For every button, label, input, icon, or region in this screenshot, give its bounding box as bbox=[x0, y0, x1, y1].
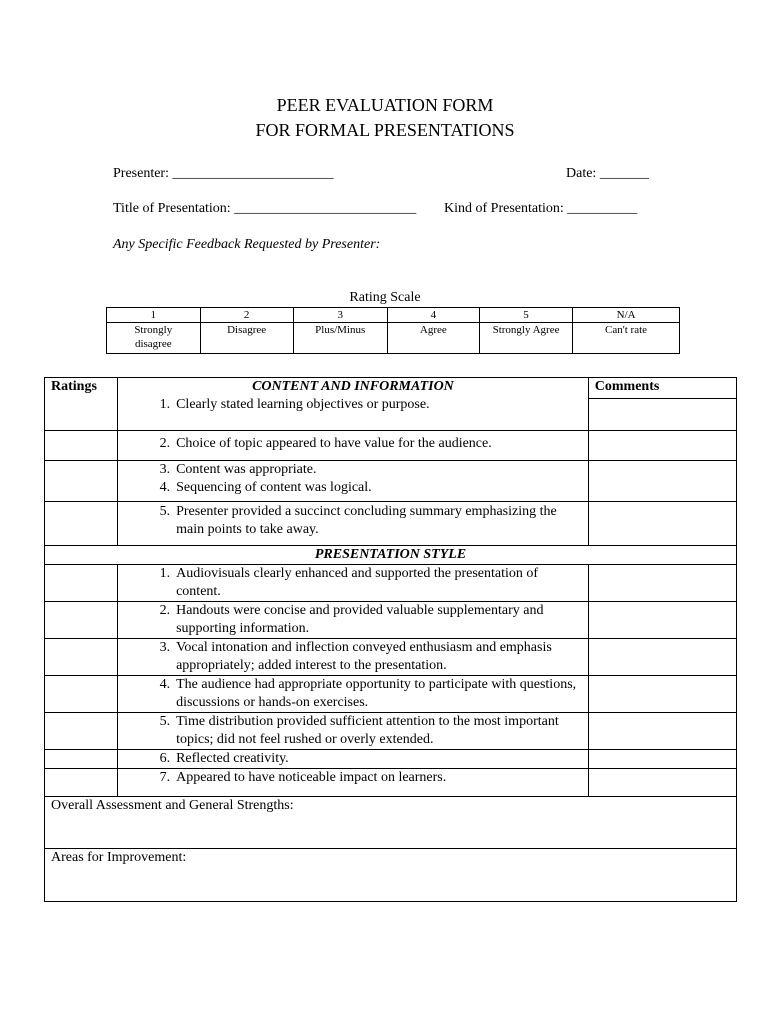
comment-input-style-3[interactable] bbox=[588, 639, 736, 676]
content-section-title: CONTENT AND INFORMATION bbox=[252, 379, 454, 394]
comment-input-style-5[interactable] bbox=[588, 713, 736, 750]
form-title-line-2: FOR FORMAL PRESENTATIONS bbox=[255, 120, 515, 140]
content-section-cell bbox=[118, 378, 589, 431]
scale-num-1: 1 bbox=[107, 308, 201, 323]
areas-for-improvement-area[interactable] bbox=[45, 849, 737, 902]
rating-input-style-2[interactable] bbox=[45, 602, 118, 639]
comments-header-cell bbox=[588, 378, 736, 431]
style-section-title: PRESENTATION STYLE bbox=[45, 546, 737, 565]
rating-input-content-5[interactable] bbox=[45, 502, 118, 546]
scale-num-4: 4 bbox=[387, 308, 479, 323]
comment-input-content-5[interactable] bbox=[588, 502, 736, 546]
scale-num-3: 3 bbox=[293, 308, 387, 323]
comments-header: Comments bbox=[594, 379, 660, 394]
style-item: 6. Reflected creativity. bbox=[118, 750, 589, 769]
rating-input-style-7[interactable] bbox=[45, 769, 118, 797]
comment-input-style-1[interactable] bbox=[588, 565, 736, 602]
rating-input-style-1[interactable] bbox=[45, 565, 118, 602]
rating-input-style-4[interactable] bbox=[45, 676, 118, 713]
content-item: 2. Choice of topic appeared to have value for the audience. bbox=[118, 431, 589, 461]
content-item: 5. Presenter provided a succinct concluding summary emphasizing the main points to take away. bbox=[118, 502, 589, 546]
scale-label-4: Agree bbox=[387, 323, 479, 354]
content-item: 3. Content was appropriate. 4. Sequencing of content was logical. bbox=[118, 461, 589, 502]
rating-input-style-3[interactable] bbox=[45, 639, 118, 676]
content-item: 1. Clearly stated learning objectives or purpose. bbox=[159, 397, 430, 412]
title-of-presentation-field[interactable]: Title of Presentation: __________________________ bbox=[113, 201, 417, 216]
scale-label-3: Plus/Minus bbox=[293, 323, 387, 354]
kind-of-presentation-field[interactable]: Kind of Presentation: __________ bbox=[444, 201, 638, 216]
overall-assessment-area[interactable] bbox=[45, 797, 737, 849]
rating-input-content-2[interactable] bbox=[45, 431, 118, 461]
ratings-header: Ratings bbox=[45, 378, 118, 431]
overall-assessment-label: Overall Assessment and General Strengths: bbox=[51, 798, 294, 813]
comment-input-style-4[interactable] bbox=[588, 676, 736, 713]
scale-label-2: Disagree bbox=[200, 323, 293, 354]
style-item: 3. Vocal intonation and inflection conveyed enthusiasm and emphasis appropriately; added interest to the presentation. bbox=[118, 639, 589, 676]
style-item: 5. Time distribution provided sufficient attention to the most important topics; did not feel rushed or overly extended. bbox=[118, 713, 589, 750]
scale-label-1: Strongly disagree bbox=[107, 323, 201, 354]
rating-input-content-3[interactable] bbox=[45, 461, 118, 502]
comment-input-style-6[interactable] bbox=[588, 750, 736, 769]
rating-scale-title: Rating Scale bbox=[349, 290, 421, 305]
style-item: 4. The audience had appropriate opportunity to participate with questions, discussions or hands-on exercises. bbox=[118, 676, 589, 713]
scale-num-na: N/A bbox=[573, 308, 680, 323]
evaluation-table bbox=[44, 377, 737, 902]
areas-for-improvement-label: Areas for Improvement: bbox=[51, 850, 187, 865]
scale-label-na: Can't rate bbox=[573, 323, 680, 354]
comment-input-style-2[interactable] bbox=[588, 602, 736, 639]
comment-input-content-2[interactable] bbox=[588, 431, 736, 461]
comment-input-content-3[interactable] bbox=[588, 461, 736, 502]
style-item: 7. Appeared to have noticeable impact on learners. bbox=[118, 769, 589, 797]
scale-num-5: 5 bbox=[480, 308, 573, 323]
comment-input-content-1[interactable] bbox=[589, 398, 736, 429]
rating-input-style-5[interactable] bbox=[45, 713, 118, 750]
presenter-field[interactable]: Presenter: _______________________ bbox=[113, 166, 334, 181]
style-item: 2. Handouts were concise and provided valuable supplementary and supporting information. bbox=[118, 602, 589, 639]
rating-scale-table bbox=[106, 307, 680, 354]
scale-label-5: Strongly Agree bbox=[480, 323, 573, 354]
form-title-line-1: PEER EVALUATION FORM bbox=[276, 95, 494, 115]
style-item: 1. Audiovisuals clearly enhanced and supported the presentation of content. bbox=[118, 565, 589, 602]
date-field[interactable]: Date: _______ bbox=[566, 166, 649, 181]
feedback-requested-label: Any Specific Feedback Requested by Presenter: bbox=[113, 237, 381, 252]
scale-num-2: 2 bbox=[200, 308, 293, 323]
rating-input-style-6[interactable] bbox=[45, 750, 118, 769]
comment-input-style-7[interactable] bbox=[588, 769, 736, 797]
